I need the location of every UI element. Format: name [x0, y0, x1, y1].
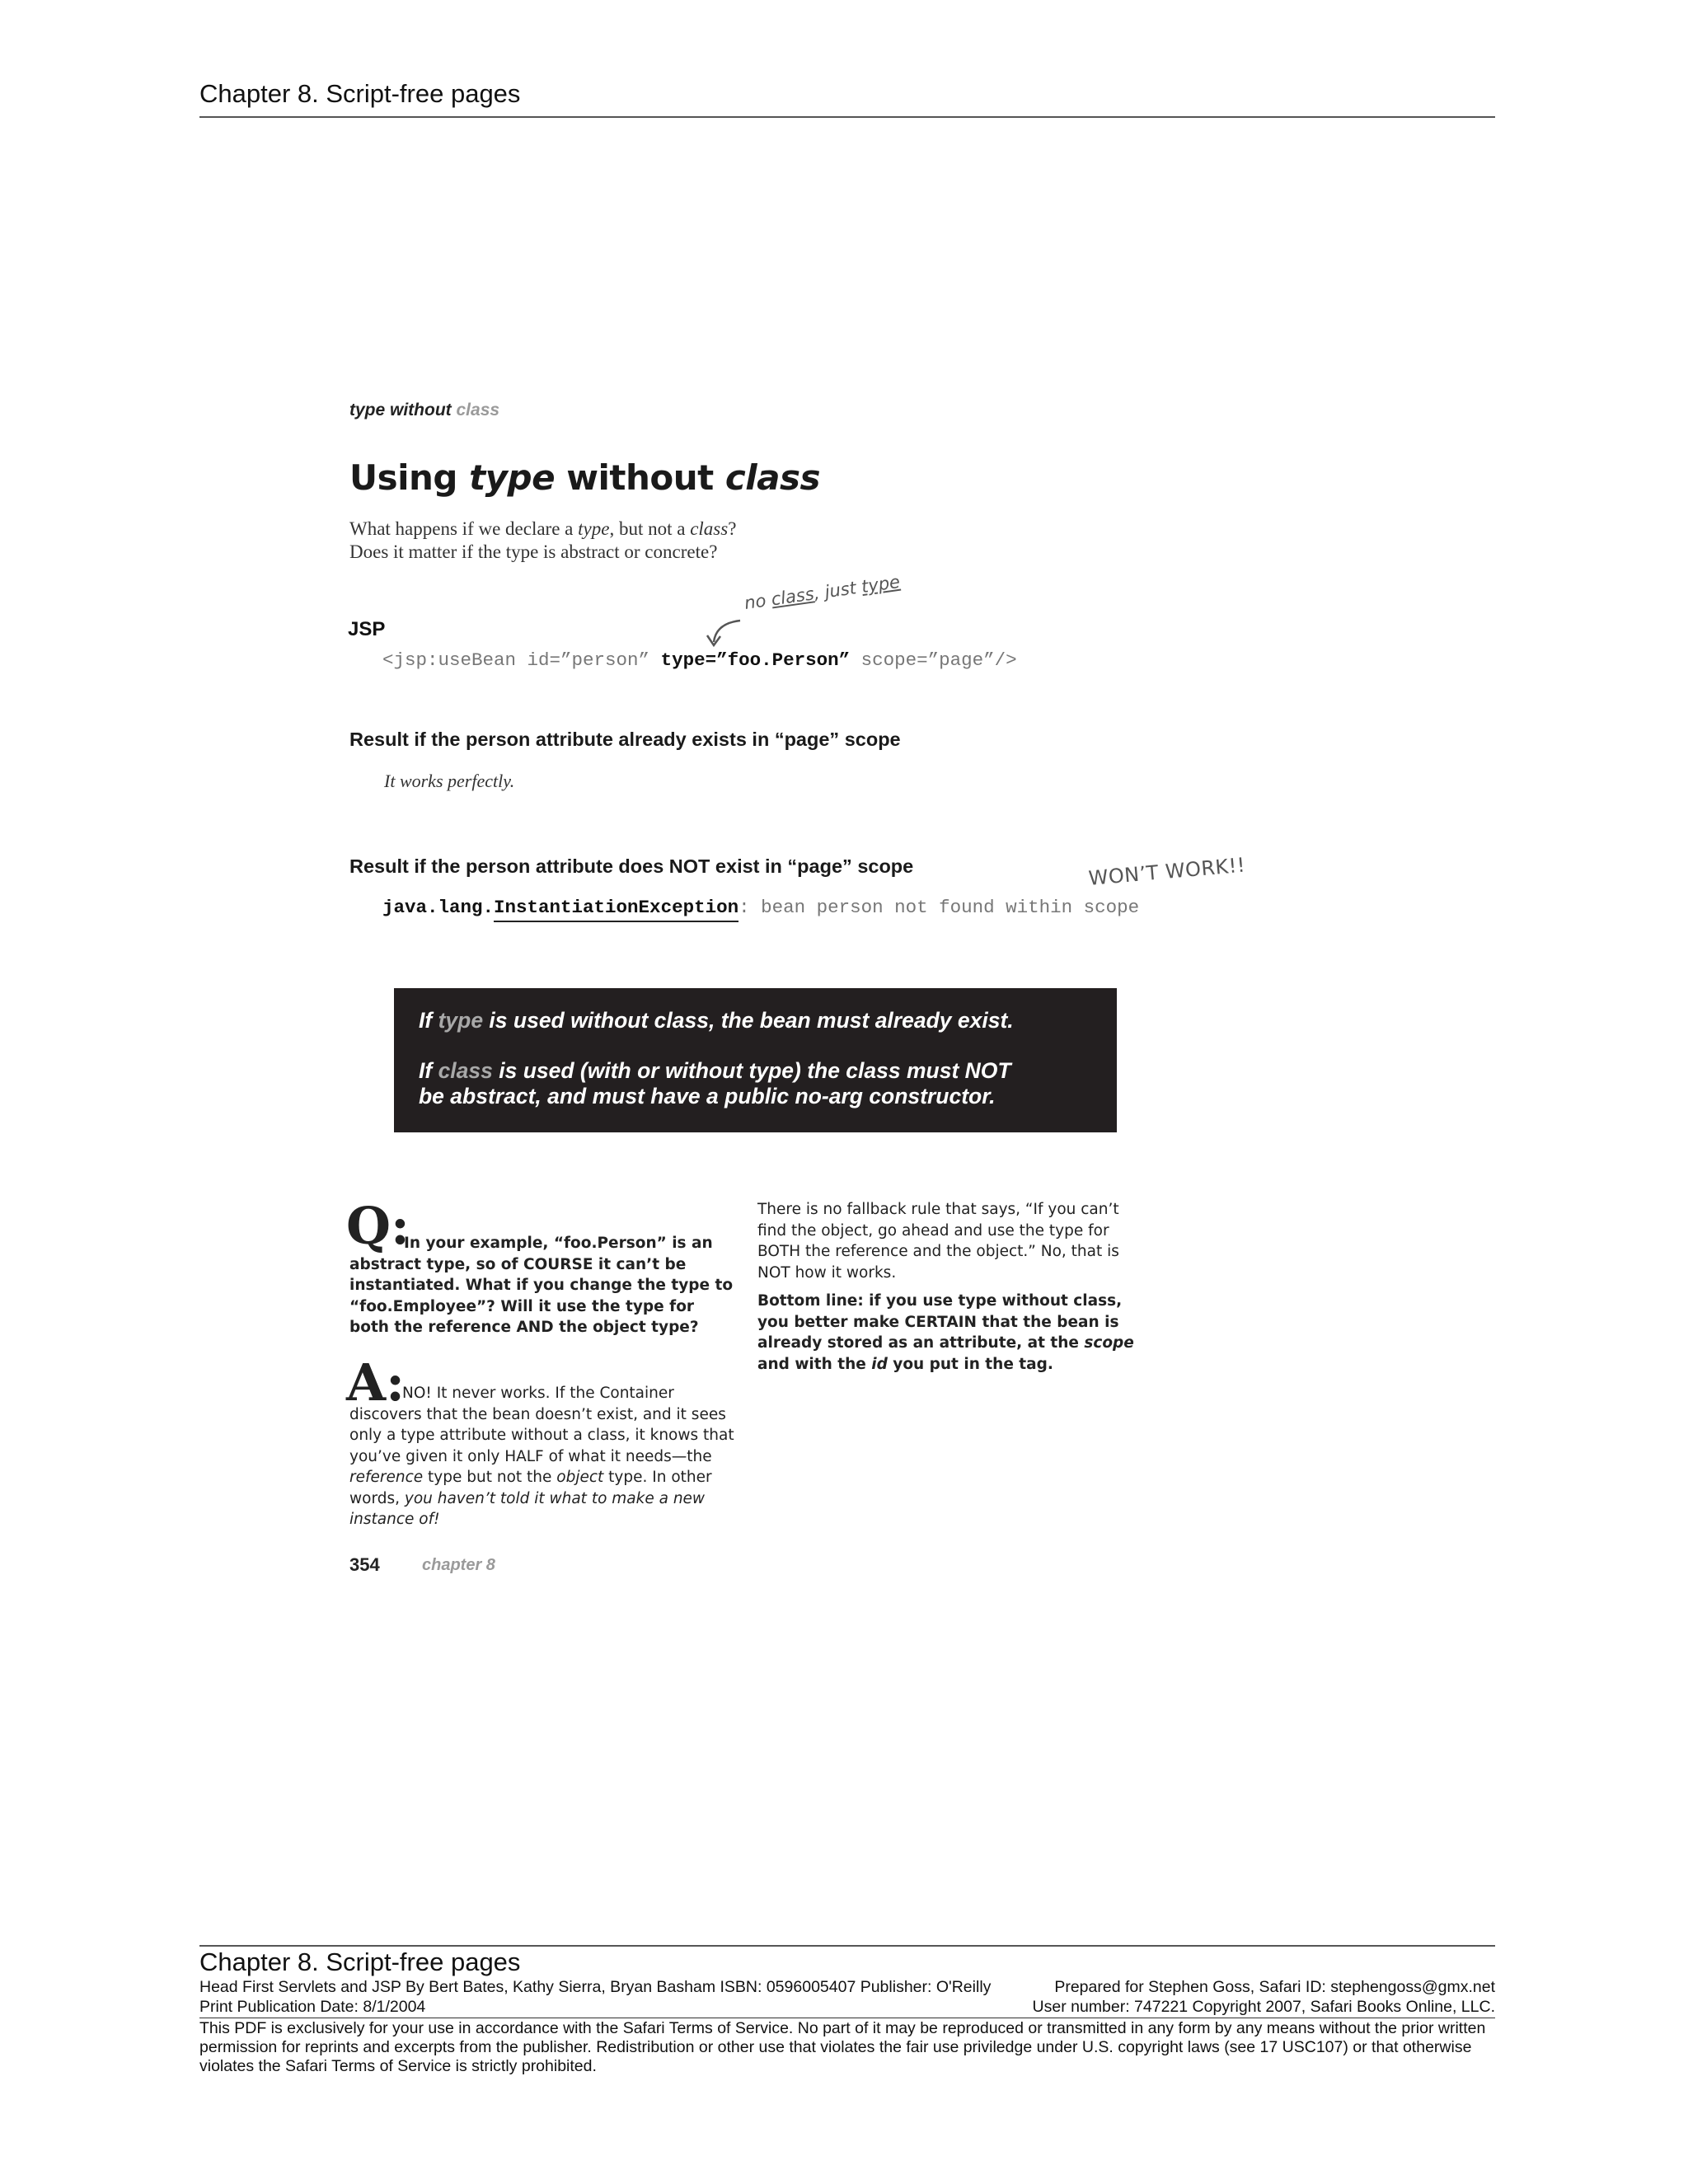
- footer-pub-date: Print Publication Date: 8/1/2004: [199, 1998, 426, 2016]
- result-not-exists-heading: Result if the person attribute does NOT exist in “page” scope: [349, 855, 914, 877]
- intro-paragraph: [349, 518, 926, 564]
- callout-line-type: If type is used without class, the bean must already exist.: [419, 1008, 1014, 1033]
- page-title: [349, 457, 820, 498]
- bottom-line-paragraph: Bottom line: if you use type without class, you better make CERTAIN that the bean is already stored as an attribute, at the scope and with the id you put in the tag.: [757, 1292, 1134, 1373]
- fallback-paragraph: There is no fallback rule that says, “If you can’t find the object, go ahead and use the type for BOTH the reference and the object.” No, that is NOT how it works.: [757, 1201, 1119, 1282]
- exception-code: java.lang.InstantiationException: bean person not found within scope: [382, 897, 1139, 918]
- no-class-annotation: no class, just type: [743, 571, 902, 613]
- usebean-code: <jsp:useBean id=”person” type=”foo.Person” scope=”page”/>: [382, 649, 1017, 671]
- footer-book-line: Head First Servlets and JSP By Bert Bates, Kathy Sierra, Bryan Basham ISBN: 0596005407 Publisher: O'Reilly: [199, 1978, 992, 1996]
- page-number: 354: [349, 1554, 380, 1575]
- section-tab: [349, 401, 499, 420]
- result-exists-text: It works perfectly.: [384, 771, 515, 791]
- a-letter: A:: [346, 1352, 405, 1413]
- jsp-label: JSP: [348, 618, 386, 640]
- result-exists-heading: Result if the person attribute already exists in “page” scope: [349, 729, 901, 750]
- footer-rule: [199, 1945, 1495, 1947]
- folio-chapter: chapter 8: [422, 1556, 495, 1574]
- title-part-3: without: [566, 457, 714, 498]
- header-rule: [199, 116, 1495, 118]
- title-part-4: class: [724, 457, 821, 498]
- title-part-2: type: [469, 457, 556, 498]
- footer-running-title: Chapter 8. Script-free pages: [199, 1947, 521, 1976]
- answer-text: NO! It never works. If the Container discovers that the bean doesn’t exist, and it sees only a type attribute without a class, it knows that you’ve given it only HALF of what it needs—the reference type but not the object type. In other words, you haven’t told it what to make a new instance of!: [349, 1385, 734, 1528]
- title-part-1: Using: [349, 457, 457, 498]
- section-tab-suffix: class: [456, 401, 500, 419]
- footer-user-number: User number: 747221 Copyright 2007, Safari Books Online, LLC.: [1032, 1998, 1495, 2016]
- callout-line-class: If class is used (with or without type) the class must NOT be abstract, and must have a public no-arg constructor.: [419, 1058, 1011, 1108]
- wont-work-annotation: WON’T WORK!!: [1087, 853, 1247, 890]
- intro-line-1: What happens if we declare a type, but not a class?: [349, 518, 737, 539]
- question-text: In your example, “foo.Person” is an abstract type, so of COURSE it can’t be instantiated. What if you change the type to “foo.Employee”? Will it use the type for both the reference AND the object type?: [349, 1235, 734, 1336]
- intro-line-2: Does it matter if the type is abstract or concrete?: [349, 541, 718, 562]
- footer-prepared-for: Prepared for Stephen Goss, Safari ID: stephengoss@gmx.net: [1054, 1978, 1495, 1996]
- header-running-title: Chapter 8. Script-free pages: [199, 79, 521, 108]
- q-letter: Q:: [346, 1196, 410, 1256]
- rule-callout-box: [394, 988, 1117, 1132]
- section-tab-prefix: type without: [349, 401, 452, 419]
- footer-legal: This PDF is exclusively for your use in accordance with the Safari Terms of Service. No part of it may be reproduced or transmitted in any form by any means without the prior written permission for reprints and excerpts from the publisher. Redistribution or other use that violates the fair use priviledge under U.S. copyright laws (see 17 USC107) or that otherwise violates the Safari Terms of Service is strictly prohibited.: [199, 2019, 1486, 2075]
